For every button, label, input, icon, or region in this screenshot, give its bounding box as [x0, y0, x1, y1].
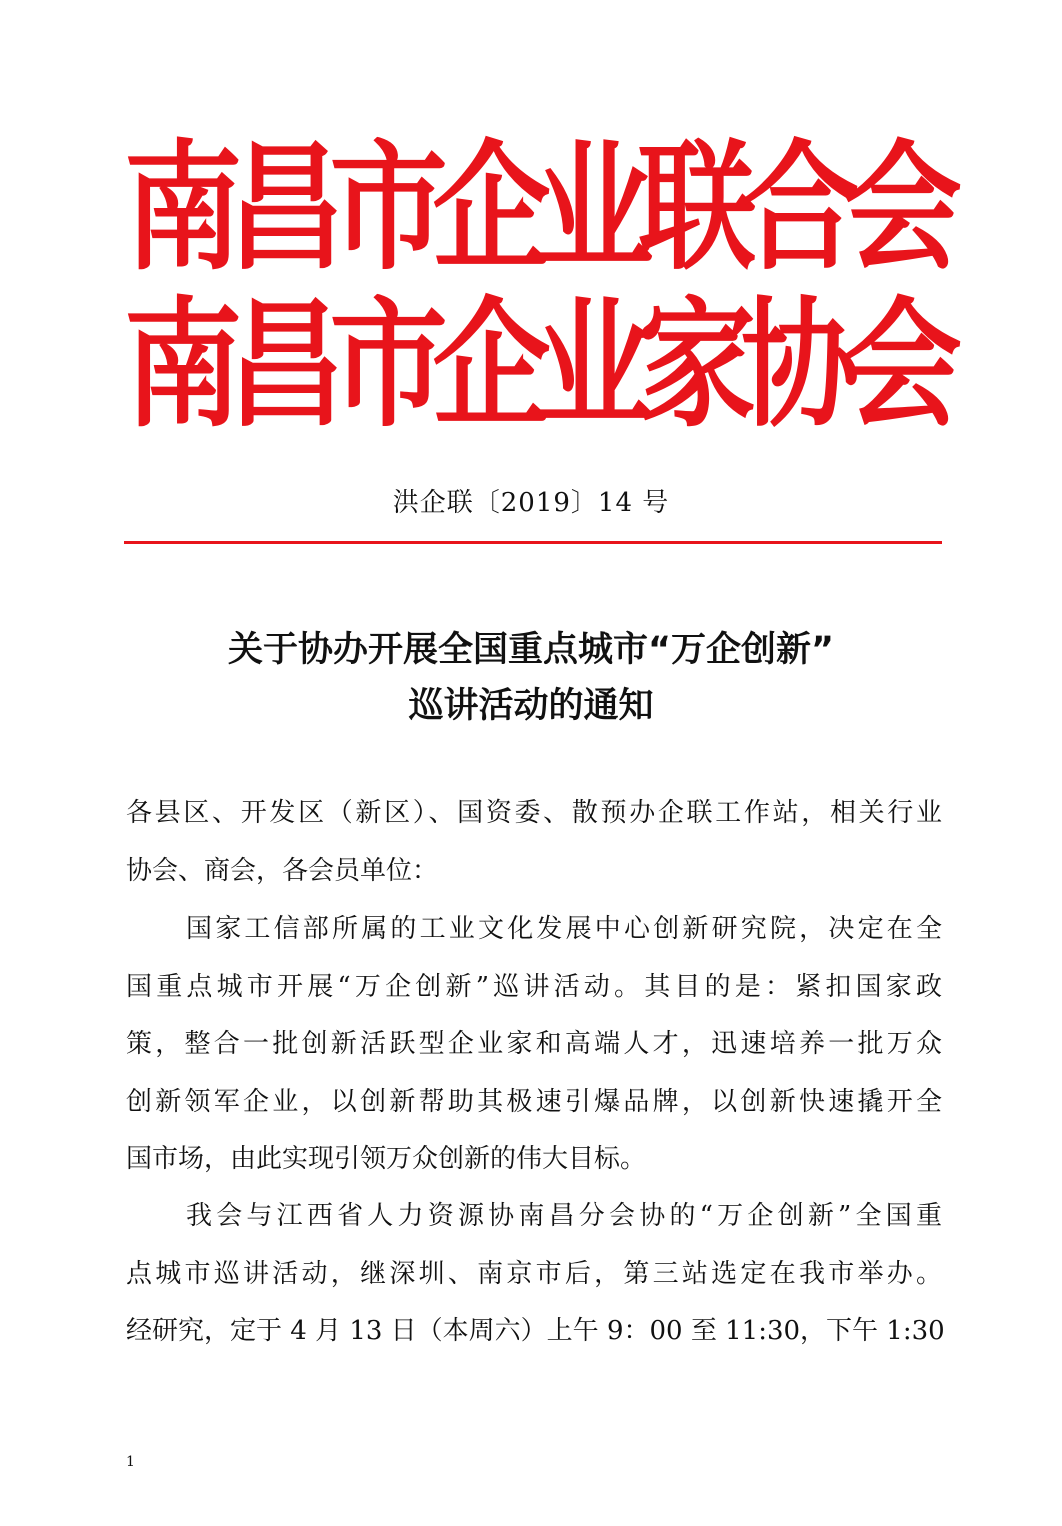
org-char: 市 [329, 125, 448, 290]
paragraph-line: 点城市巡讲活动，继深圳、南京市后，第三站选定在我市举办。 [126, 1259, 942, 1289]
org-char: 业 [535, 125, 654, 290]
org-char: 企 [432, 125, 551, 290]
page-number: 1 [126, 1454, 135, 1470]
document-title-line-2: 巡讲活动的通知 [408, 686, 654, 726]
org-char: 南 [124, 125, 243, 290]
org-char: 业 [535, 282, 654, 447]
org-name-line-2 [124, 282, 962, 447]
paragraph-line: 我会与江西省人力资源协南昌分会协的“万企创新”全国重 [186, 1201, 942, 1231]
document-title-line-1: 关于协办开展全国重点城市“万企创新” [227, 630, 834, 670]
paragraph-line: 创新领军企业，以创新帮助其极速引爆品牌，以创新快速撬开全 [126, 1087, 942, 1117]
org-char: 昌 [226, 125, 345, 290]
document-number: 洪企联〔2019〕14 号 [392, 488, 670, 518]
org-char: 家 [638, 282, 757, 447]
paragraph-line: 国重点城市开展“万企创新”巡讲活动。其目的是：紧扣国家政 [126, 972, 942, 1002]
recipients-line: 各县区、开发区（新区）、国资委、散预办企联工作站，相关行业 [126, 798, 942, 828]
org-char: 市 [329, 282, 448, 447]
org-char: 企 [432, 282, 551, 447]
org-char: 会 [843, 125, 962, 290]
header-divider [124, 541, 942, 544]
org-name-line-1 [124, 125, 962, 290]
org-char: 合 [741, 125, 860, 290]
paragraph-line: 经研究，定于 4 月 13 日（本周六）上午 9：00 至 11:30，下午 1:30 [126, 1316, 945, 1346]
paragraph-line: 国市场，由此实现引领万众创新的伟大目标。 [126, 1144, 647, 1174]
paragraph-line: 国家工信部所属的工业文化发展中心创新研究院，决定在全 [186, 914, 942, 944]
org-char: 南 [124, 282, 243, 447]
recipients-line: 协会、商会，各会员单位： [126, 856, 439, 886]
org-char: 会 [843, 282, 962, 447]
paragraph-line: 策，整合一批创新活跃型企业家和高端人才，迅速培养一批万众 [126, 1029, 942, 1059]
org-char: 联 [638, 125, 757, 290]
org-char: 协 [741, 282, 860, 447]
org-char: 昌 [226, 282, 345, 447]
